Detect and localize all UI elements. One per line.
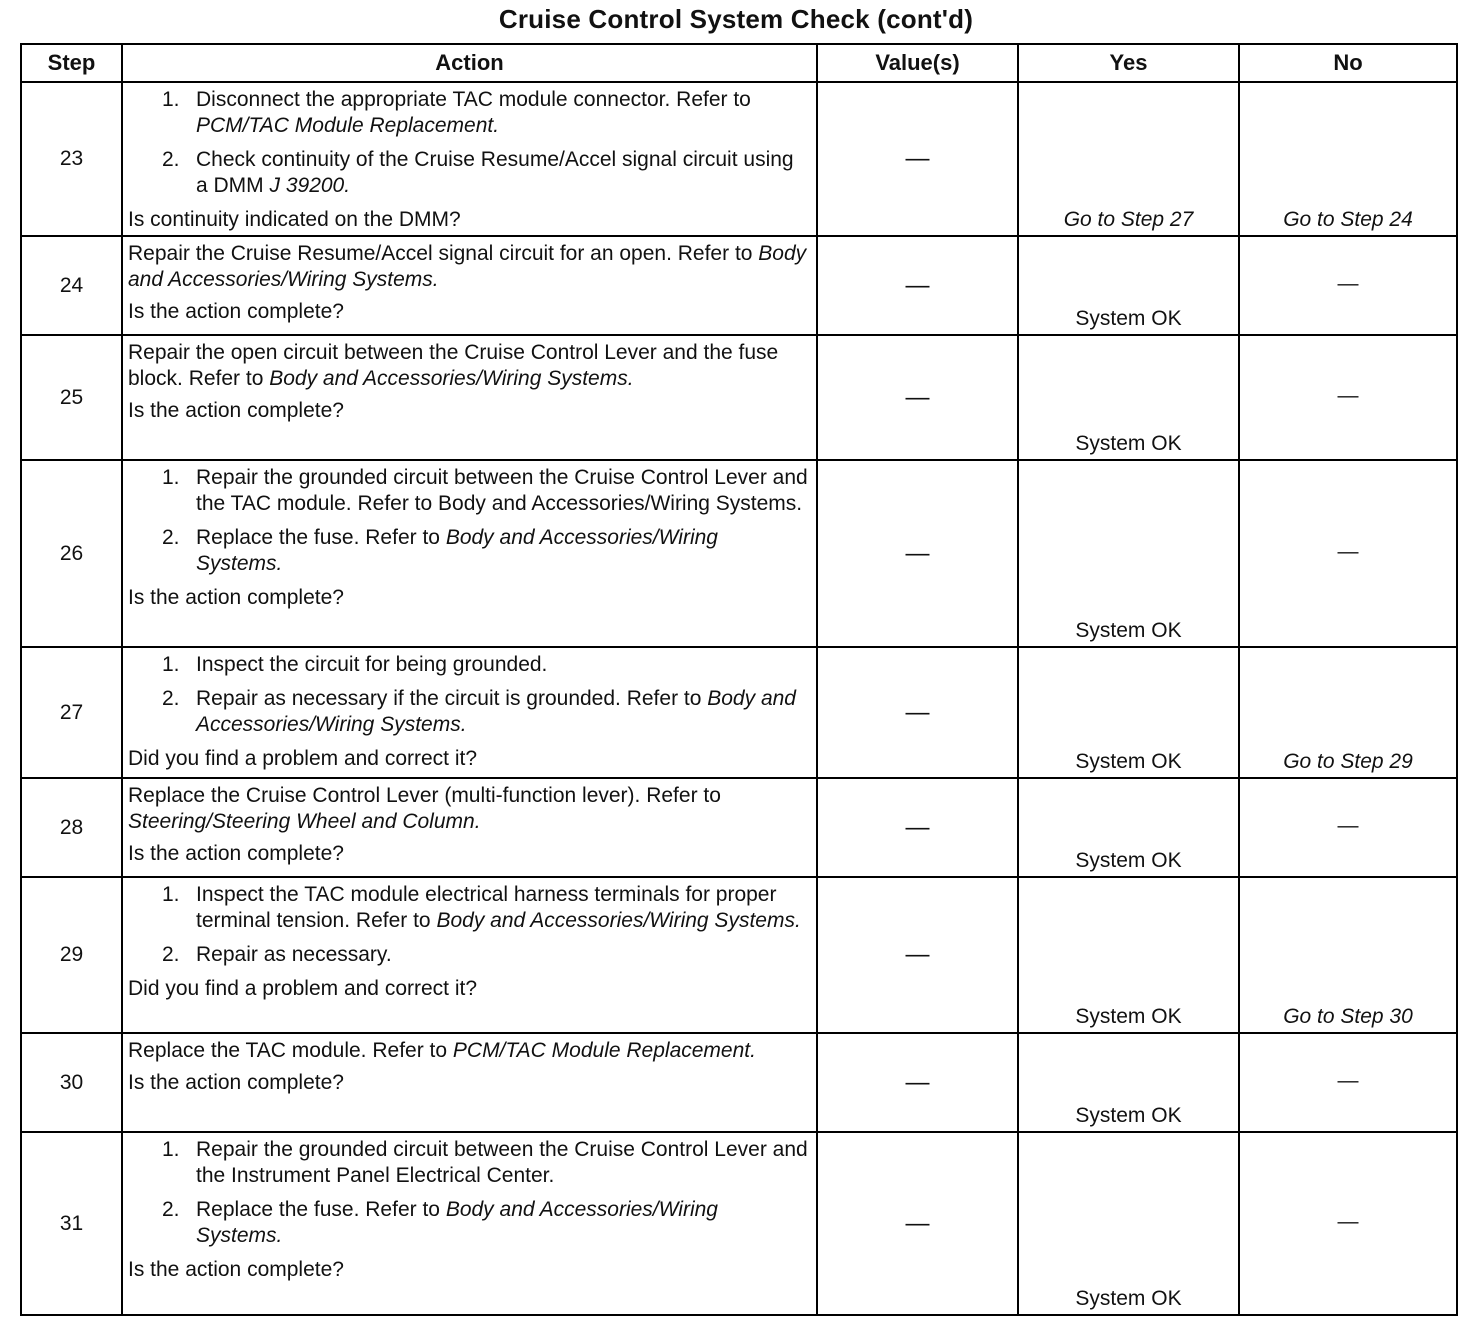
action-step xyxy=(128,942,810,968)
action-question: Is the action complete? xyxy=(128,399,344,422)
action-step-text: Repair the grounded circuit between the Cruise Control Lever and the TAC module. Refer to Body and Accessories/Wiring Systems. xyxy=(196,466,808,515)
step-number: 28 xyxy=(21,778,122,877)
action-step-text: Replace the fuse. Refer to xyxy=(196,1198,446,1221)
action-cell xyxy=(122,647,817,778)
no-cell: — xyxy=(1239,1132,1457,1315)
header-step: Step xyxy=(21,44,122,82)
reference-link: PCM/TAC Module Replacement. xyxy=(452,1039,756,1062)
yes-cell: Go to Step 27 xyxy=(1018,82,1239,236)
table-row xyxy=(21,778,1457,877)
action-question: Is continuity indicated on the DMM? xyxy=(128,208,461,231)
value-cell: — xyxy=(817,778,1018,877)
header-yes: Yes xyxy=(1018,44,1239,82)
action-cell xyxy=(122,82,817,236)
action-step-number: 2. xyxy=(162,943,180,966)
step-number: 31 xyxy=(21,1132,122,1315)
action-cell xyxy=(122,1132,817,1315)
action-step-number: 1. xyxy=(162,466,180,489)
action-step xyxy=(128,147,810,199)
action-step xyxy=(128,1137,810,1189)
action-step-number: 1. xyxy=(162,653,180,676)
action-question: Is the action complete? xyxy=(128,1071,344,1094)
value-cell: — xyxy=(817,82,1018,236)
action-text: Repair the open circuit between the Cruise Control Lever and the fuse block. Refer to xyxy=(128,341,779,390)
step-number: 29 xyxy=(21,877,122,1033)
table-row xyxy=(21,877,1457,1033)
action-steps-list xyxy=(128,652,810,738)
table-row xyxy=(21,236,1457,335)
action-cell xyxy=(122,877,817,1033)
action-question: Is the action complete? xyxy=(128,1258,344,1281)
action-question: Is the action complete? xyxy=(128,842,344,865)
step-number: 26 xyxy=(21,460,122,647)
action-step-number: 2. xyxy=(162,148,180,171)
value-cell: — xyxy=(817,1033,1018,1132)
action-text-block xyxy=(128,340,810,392)
reference-link: Body and Accessories/Wiring Systems. xyxy=(269,367,634,390)
action-step-text: Check continuity of the Cruise Resume/Accel signal circuit using a DMM xyxy=(196,148,794,197)
yes-cell: System OK xyxy=(1018,460,1239,647)
action-steps-list xyxy=(128,882,810,968)
table-row xyxy=(21,82,1457,236)
action-step-number: 2. xyxy=(162,687,180,710)
action-step-number: 1. xyxy=(162,88,180,111)
action-text: Repair the Cruise Resume/Accel signal circuit for an open. Refer to xyxy=(128,242,759,265)
step-number: 27 xyxy=(21,647,122,778)
yes-cell: System OK xyxy=(1018,877,1239,1033)
table-row xyxy=(21,1132,1457,1315)
action-step xyxy=(128,652,810,678)
action-text: Replace the TAC module. Refer to xyxy=(128,1039,453,1062)
action-step xyxy=(128,1197,810,1249)
reference-link: J 39200. xyxy=(269,174,351,197)
reference-link: Body and Accessories/Wiring Systems. xyxy=(196,526,718,575)
action-step xyxy=(128,686,810,738)
reference-link: Body and Accessories/Wiring Systems. xyxy=(128,242,807,291)
yes-cell: System OK xyxy=(1018,1132,1239,1315)
value-cell: — xyxy=(817,647,1018,778)
yes-cell: System OK xyxy=(1018,335,1239,460)
header-row xyxy=(21,44,1457,82)
table-row xyxy=(21,1033,1457,1132)
action-question: Did you find a problem and correct it? xyxy=(128,747,478,770)
value-cell: — xyxy=(817,460,1018,647)
header-action: Action xyxy=(122,44,817,82)
yes-cell: System OK xyxy=(1018,1033,1239,1132)
reference-link: Steering/Steering Wheel and Column. xyxy=(128,810,481,833)
yes-cell: System OK xyxy=(1018,647,1239,778)
action-cell xyxy=(122,335,817,460)
action-step-text: Inspect the circuit for being grounded. xyxy=(196,653,548,676)
value-cell: — xyxy=(817,236,1018,335)
action-question: Is the action complete? xyxy=(128,586,344,609)
action-text-block xyxy=(128,783,810,835)
step-number: 25 xyxy=(21,335,122,460)
no-cell: Go to Step 30 xyxy=(1239,877,1457,1033)
action-cell xyxy=(122,460,817,647)
no-cell: Go to Step 29 xyxy=(1239,647,1457,778)
action-steps-list xyxy=(128,1137,810,1249)
no-cell: — xyxy=(1239,335,1457,460)
table-row xyxy=(21,647,1457,778)
table-row xyxy=(21,335,1457,460)
reference-link: Body and Accessories/Wiring Systems. xyxy=(196,687,796,736)
action-text-block xyxy=(128,241,810,293)
action-step-text: Disconnect the appropriate TAC module connector. Refer to xyxy=(196,88,751,111)
header-no: No xyxy=(1239,44,1457,82)
step-number: 24 xyxy=(21,236,122,335)
action-step-number: 2. xyxy=(162,1198,180,1221)
value-cell: — xyxy=(817,1132,1018,1315)
action-step xyxy=(128,465,810,517)
action-step-text: Repair as necessary. xyxy=(196,943,392,966)
reference-link: Body and Accessories/Wiring Systems. xyxy=(436,909,801,932)
page-title: Cruise Control System Check (cont'd) xyxy=(498,4,974,34)
check-table xyxy=(20,43,1458,1316)
action-text-block xyxy=(128,1038,810,1064)
action-step xyxy=(128,87,810,139)
action-step-number: 1. xyxy=(162,883,180,906)
no-cell: Go to Step 24 xyxy=(1239,82,1457,236)
action-step-text: Repair as necessary if the circuit is grounded. Refer to xyxy=(196,687,708,710)
step-number: 30 xyxy=(21,1033,122,1132)
reference-link: PCM/TAC Module Replacement. xyxy=(196,114,500,137)
action-cell xyxy=(122,1033,817,1132)
action-steps-list xyxy=(128,87,810,199)
action-step-text: Repair the grounded circuit between the Cruise Control Lever and the Instrument Panel Electrical Center. xyxy=(196,1138,808,1187)
reference-link: Body and Accessories/Wiring Systems. xyxy=(196,1198,718,1247)
value-cell: — xyxy=(817,877,1018,1033)
action-cell xyxy=(122,778,817,877)
action-question: Is the action complete? xyxy=(128,300,344,323)
yes-cell: System OK xyxy=(1018,778,1239,877)
no-cell: — xyxy=(1239,778,1457,877)
action-question: Did you find a problem and correct it? xyxy=(128,977,478,1000)
no-cell: — xyxy=(1239,236,1457,335)
action-step-number: 2. xyxy=(162,526,180,549)
header-values: Value(s) xyxy=(817,44,1018,82)
action-step-text: Inspect the TAC module electrical harness terminals for proper terminal tension. Refer to xyxy=(196,883,777,932)
table-row xyxy=(21,460,1457,647)
step-number: 23 xyxy=(21,82,122,236)
action-cell xyxy=(122,236,817,335)
no-cell: — xyxy=(1239,460,1457,647)
action-step xyxy=(128,525,810,577)
no-cell: — xyxy=(1239,1033,1457,1132)
action-steps-list xyxy=(128,465,810,577)
action-step-text: Replace the fuse. Refer to xyxy=(196,526,446,549)
action-text: Replace the Cruise Control Lever (multi-function lever). Refer to xyxy=(128,784,721,807)
yes-cell: System OK xyxy=(1018,236,1239,335)
action-step xyxy=(128,882,810,934)
action-step-number: 1. xyxy=(162,1138,180,1161)
value-cell: — xyxy=(817,335,1018,460)
